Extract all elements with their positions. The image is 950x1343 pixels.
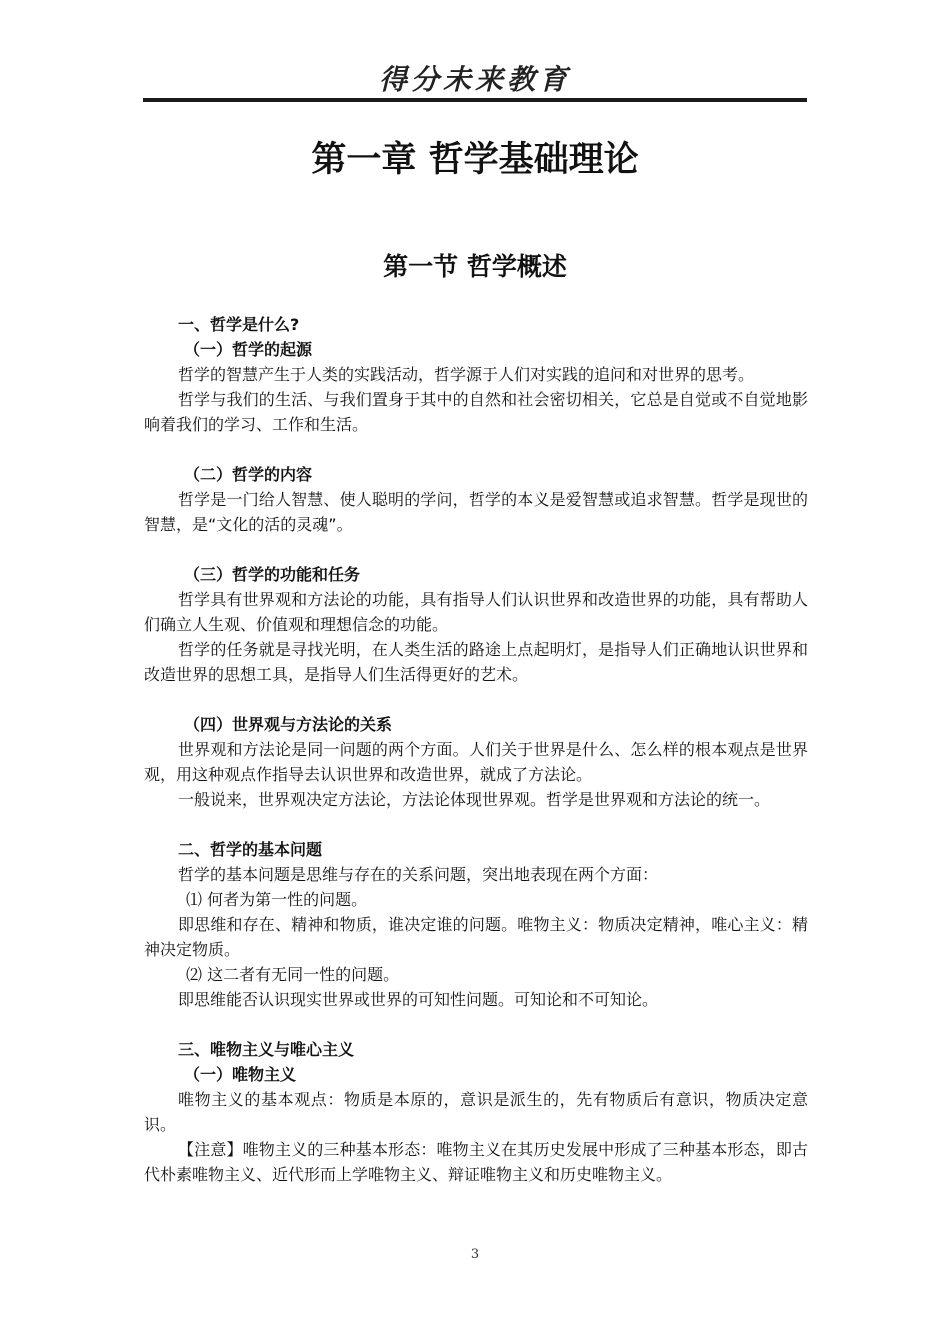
section-title: 第一节 哲学概述 [383,252,567,281]
paragraph: 哲学是一门给人智慧、使人聪明的学问，哲学的本义是爱智慧或追求智慧。哲学是现世的智慧，是“文化的活的灵魂”。 [144,490,808,534]
paragraph: 哲学具有世界观和方法论的功能，具有指导人们认识世界和改造世界的功能，具有帮助人们确立人生观、价值观和理想信念的功能。 [144,590,808,634]
spacer [144,687,808,712]
spacer [144,812,808,837]
heading-level2: （四）世界观与方法论的关系 [184,715,393,734]
heading-level2: （二）哲学的内容 [184,465,313,484]
paragraph: 即思维能否认识现实世界或世界的可知性问题。可知论和不可知论。 [178,990,659,1009]
paragraph: 世界观和方法论是同一问题的两个方面。人们关于世界是什么、怎么样的根本观点是世界观，用这种观点作指导去认识世界和改造世界，就成了方法论。 [144,740,808,784]
header-divider [143,98,807,102]
paragraph: 哲学的智慧产生于人类的实践活动，哲学源于人们对实践的追问和对世界的思考。 [178,365,755,384]
list-item: ⑵ 这二者有无同一性的问题。 [186,965,400,984]
heading-level1: 一、哲学是什么? [178,315,300,334]
list-item: ⑴ 何者为第一性的问题。 [186,890,368,909]
paragraph: 即思维和存在、精神和物质，谁决定谁的问题。唯物主义：物质决定精神，唯心主义：精神决定物质。 [144,915,808,959]
spacer [144,437,808,462]
paragraph: 一般说来，世界观决定方法论，方法论体现世界观。哲学是世界观和方法论的统一。 [178,790,771,809]
chapter-title: 第一章 哲学基础理论 [311,140,639,180]
page-number: 3 [470,1247,480,1262]
document-body [144,312,808,1187]
header-brand: 得分未来教育 [378,63,571,96]
paragraph: 【注意】唯物主义的三种基本形态：唯物主义在其历史发展中形成了三种基本形态，即古代朴素唯物主义、近代形而上学唯物主义、辩证唯物主义和历史唯物主义。 [144,1140,808,1184]
paragraph: 哲学的任务就是寻找光明，在人类生活的路途上点起明灯，是指导人们正确地认识世界和改造世界的思想工具，是指导人们生活得更好的艺术。 [144,640,808,684]
heading-level2: （一）哲学的起源 [184,340,313,359]
paragraph: 哲学的基本问题是思维与存在的关系问题，突出地表现在两个方面： [178,865,659,884]
paragraph: 唯物主义的基本观点：物质是本原的，意识是派生的，先有物质后有意识，物质决定意识。 [144,1090,808,1134]
spacer [144,1012,808,1037]
heading-level2: （一）唯物主义 [184,1065,297,1084]
heading-level1: 三、唯物主义与唯心主义 [178,1040,355,1059]
heading-level2: （三）哲学的功能和任务 [184,565,361,584]
heading-level1: 二、哲学的基本问题 [178,840,323,859]
spacer [144,537,808,562]
paragraph: 哲学与我们的生活、与我们置身于其中的自然和社会密切相关，它总是自觉或不自觉地影响着我们的学习、工作和生活。 [144,390,808,434]
